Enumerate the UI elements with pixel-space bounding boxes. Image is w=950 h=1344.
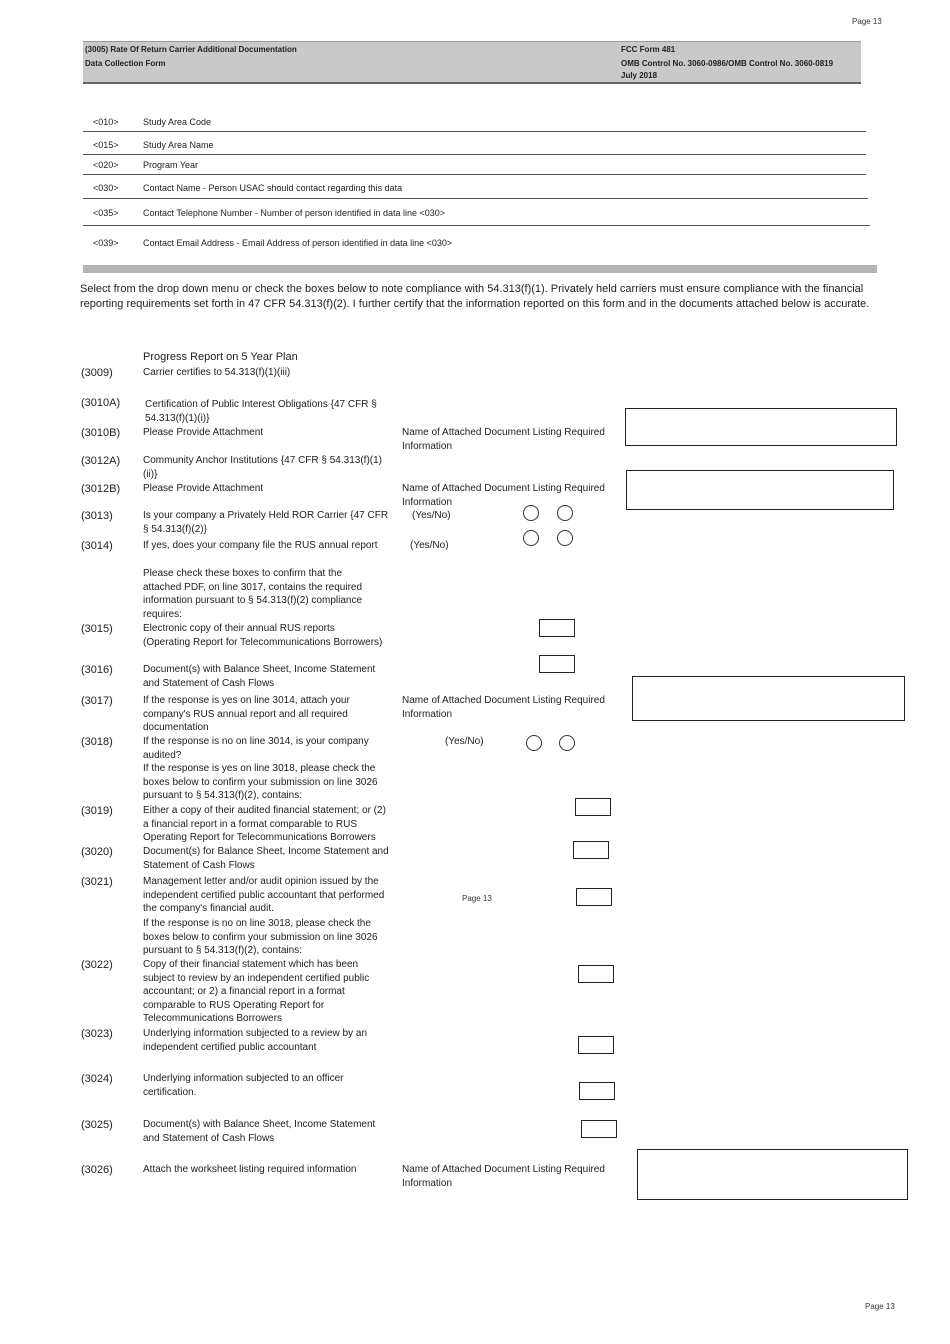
checkbox-3015[interactable] <box>539 619 575 637</box>
line-code-3009: (3009) <box>81 367 113 379</box>
radio-yes-3014[interactable] <box>523 530 539 546</box>
section-heading: Progress Report on 5 Year Plan <box>143 351 298 363</box>
checkbox-3019[interactable] <box>575 798 611 816</box>
study-area-label: Program Year <box>143 160 199 170</box>
page-number-middle: Page 13 <box>462 894 492 903</box>
line-code-3012a: (3012A) <box>81 455 121 467</box>
attachment-name-input-3010b[interactable] <box>625 408 897 446</box>
checkbox-3021[interactable] <box>576 888 612 906</box>
line-code-3016: (3016) <box>81 664 113 676</box>
line-label-3018: If the response is no on line 3014, is your company audited? <box>143 736 369 761</box>
line-label-3013: Is your company a Privately Held ROR Carrier {47 CFR § 54.313(f)(2)} <box>143 510 389 535</box>
line-code-3018: (3018) <box>81 736 113 748</box>
line-code-3024: (3024) <box>81 1073 113 1085</box>
form-title: (3005) Rate Of Return Carrier Additional Documentation <box>85 45 297 54</box>
yes-no-label: (Yes/No) <box>410 540 449 551</box>
form-date: July 2018 <box>621 71 658 80</box>
line-code-3010b: (3010B) <box>81 427 121 439</box>
line-label-3012a: Community Anchor Institutions {47 CFR § 54.313(f)(1)(ii)} <box>143 455 382 480</box>
attachment-label: Name of Attached Document Listing Required Information <box>402 483 605 508</box>
line-code-3026: (3026) <box>81 1164 113 1176</box>
line-code-3020: (3020) <box>81 846 113 858</box>
line-code-3021: (3021) <box>81 876 113 888</box>
study-area-label: Contact Email Address - Email Address of person identified in data line <030> <box>143 238 453 248</box>
study-area-code: <039> <box>93 238 119 248</box>
line-label-3014: If yes, does your company file the RUS annual report <box>143 540 378 551</box>
study-area-label: Contact Telephone Number - Number of person identified in data line <030> <box>143 208 446 218</box>
attachment-name-input-3026[interactable] <box>637 1149 908 1200</box>
row-divider <box>83 225 870 226</box>
line-code-3025: (3025) <box>81 1119 113 1131</box>
line-label-3010a: Certification of Public Interest Obligations {47 CFR § 54.313(f)(1)(i)} <box>145 399 377 424</box>
yes-no-label: (Yes/No) <box>445 736 484 747</box>
study-area-code: <010> <box>93 117 119 127</box>
line-label-3026: Attach the worksheet listing required information <box>143 1164 357 1175</box>
attachment-label: Name of Attached Document Listing Required Information <box>402 1164 605 1189</box>
checkbox-3016[interactable] <box>539 655 575 673</box>
attachment-label: Name of Attached Document Listing Required Information <box>402 427 605 452</box>
line-code-3013: (3013) <box>81 510 113 522</box>
line-label-3012b: Please Provide Attachment <box>143 483 264 494</box>
line-label-3023: Underlying information subjected to a review by an independent certified public accountant <box>143 1028 368 1053</box>
attachment-label: Name of Attached Document Listing Required Information <box>402 695 605 720</box>
no-3018-instructions: If the response is no on line 3018, please check the boxes below to confirm your submission on line 3026 pursuant to § 54.313(f)(2), contains: <box>143 918 378 957</box>
yes-3018-instructions: If the response is yes on line 3018, please check the boxes below to confirm your submission on line 3026 pursuant to § 54.313(f)(2), contains: <box>143 763 378 802</box>
study-area-code: <035> <box>93 208 119 218</box>
study-area-label: Contact Name - Person USAC should contact regarding this data <box>143 183 403 193</box>
check-instructions: Please check these boxes to confirm that the attached PDF, on line 3017, contains the required information pursuant to § 54.313(f)(2) compliance requires: <box>143 568 363 620</box>
line-code-3019: (3019) <box>81 805 113 817</box>
line-label-3015: Electronic copy of their annual RUS reports (Operating Report for Telecommunications Borrowers) <box>143 623 383 648</box>
page-number-bottom: Page 13 <box>865 1302 895 1311</box>
line-label-3021: Management letter and/or audit opinion issued by the independent certified public accountant that performed the company's financial audit. <box>143 876 385 915</box>
compliance-instructions: Select from the drop down menu or check the boxes below to note compliance with 54.313(f)(1). Privately held carriers must ensure compliance with the financial reporting requirements set forth in 47 CFR 54.313(f)(2). I further certify that the information reported on this form and in the documents attached below is accurate. <box>80 283 870 310</box>
form-subtitle: Data Collection Form <box>85 59 166 68</box>
line-label-3019: Either a copy of their audited financial statement; or (2) a financial report in a format comparable to RUS Operating Report for Telecommunications Borrowers <box>143 805 386 844</box>
line-code-3014: (3014) <box>81 540 113 552</box>
page-number-top: Page 13 <box>852 17 882 26</box>
attachment-name-input-3012b[interactable] <box>626 470 894 510</box>
study-area-label: Study Area Name <box>143 140 214 150</box>
checkbox-3025[interactable] <box>581 1120 617 1138</box>
checkbox-3024[interactable] <box>579 1082 615 1100</box>
radio-no-3014[interactable] <box>557 530 573 546</box>
line-code-3012b: (3012B) <box>81 483 121 495</box>
line-label-3017: If the response is yes on line 3014, attach your company's RUS annual report and all required documentation <box>143 695 350 734</box>
line-label-3025: Document(s) with Balance Sheet, Income Statement and Statement of Cash Flows <box>143 1119 376 1144</box>
line-label-3016: Document(s) with Balance Sheet, Income Statement and Statement of Cash Flows <box>143 664 376 689</box>
line-code-3022: (3022) <box>81 959 113 971</box>
study-area-code: <030> <box>93 183 119 193</box>
row-divider <box>83 198 868 199</box>
yes-no-label: (Yes/No) <box>412 510 451 521</box>
line-label-3020: Document(s) for Balance Sheet, Income Statement and Statement of Cash Flows <box>143 846 389 871</box>
omb-control-number: OMB Control No. 3060-0986/OMB Control No. 3060-0819 <box>621 59 834 68</box>
radio-yes-3013[interactable] <box>523 505 539 521</box>
checkbox-3023[interactable] <box>578 1036 614 1054</box>
study-area-code: <015> <box>93 140 119 150</box>
row-divider <box>83 154 866 155</box>
radio-no-3013[interactable] <box>557 505 573 521</box>
fcc-form-number: FCC Form 481 <box>621 45 676 54</box>
checkbox-3022[interactable] <box>578 965 614 983</box>
line-code-3023: (3023) <box>81 1028 113 1040</box>
checkbox-3020[interactable] <box>573 841 609 859</box>
line-label-3010b: Please Provide Attachment <box>143 427 264 438</box>
line-label-3024: Underlying information subjected to an officer certification. <box>143 1073 344 1098</box>
radio-no-3018[interactable] <box>559 735 575 751</box>
attachment-name-input-3017[interactable] <box>632 676 905 721</box>
section-separator-bar <box>83 265 877 273</box>
line-label-3009: Carrier certifies to 54.313(f)(1)(iii) <box>143 367 291 378</box>
line-code-3017: (3017) <box>81 695 113 707</box>
study-area-code: <020> <box>93 160 119 170</box>
row-divider <box>83 131 866 132</box>
radio-yes-3018[interactable] <box>526 735 542 751</box>
header-divider <box>83 82 861 83</box>
study-area-label: Study Area Code <box>143 117 212 127</box>
line-code-3010a: (3010A) <box>81 397 121 409</box>
row-divider <box>83 174 866 175</box>
line-code-3015: (3015) <box>81 623 113 635</box>
line-label-3022: Copy of their financial statement which has been subject to review by an independent certified public accountant; or 2) a financial report in a format comparable to RUS Operating Report for Telecommunications Borrowers <box>143 959 370 1025</box>
